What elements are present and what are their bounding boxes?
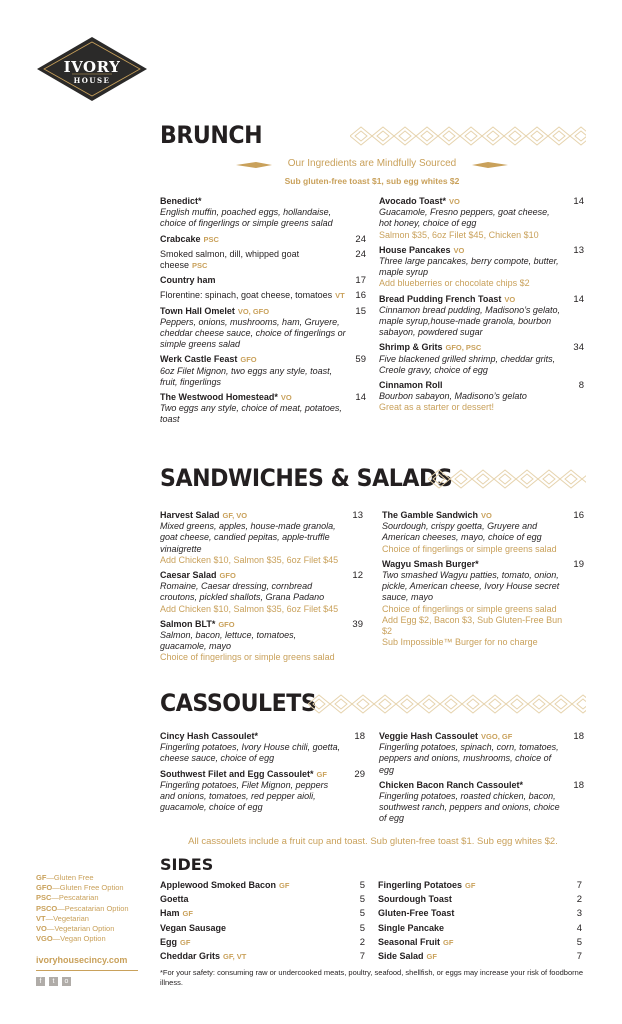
legend-code: VO — [36, 924, 47, 934]
dietary-tag: VO, GFO — [237, 306, 270, 316]
menu-item-price: 14 — [355, 392, 366, 404]
menu-item-description: Cinnamon bread pudding, Madisono’s gelato, maple syrup,house-made granola, bourbon sabayon, powdered sugar — [379, 304, 560, 338]
ivory-house-logo — [36, 36, 148, 102]
pattern-decoration-icon — [350, 125, 586, 147]
side-item — [378, 923, 582, 937]
cassoulets-right-column — [379, 731, 584, 829]
side-item-price: 5 — [359, 894, 365, 906]
menu-item — [160, 570, 363, 615]
menu-item-description: 6oz Filet Mignon, two eggs any style, toast, fruit, fingerlings — [160, 365, 333, 387]
side-item-name: Seasonal Fruit — [378, 936, 441, 947]
dietary-tag: GF — [182, 909, 193, 919]
legend-code: GF — [36, 873, 47, 882]
menu-item-name: Chicken Bacon Ranch Cassoulet* — [379, 779, 524, 790]
menu-item-price: 19 — [573, 558, 584, 570]
legend-label: —Pescatarian — [51, 893, 99, 903]
menu-item-name: Werk Castle Feast — [160, 354, 238, 365]
side-item-name: Cheddar Grits — [160, 950, 221, 961]
menu-item-name: Benedict* — [160, 196, 202, 206]
menu-item-addon: Choice of fingerlings or simple greens salad Add Egg $2, Bacon $3, Sub Gluten-Free Bun $2 Sub Impossible™ Burger for no charge — [382, 603, 563, 648]
menu-item — [160, 510, 363, 566]
dietary-tag: GFO — [218, 619, 235, 629]
menu-item-name: Crabcake — [160, 233, 201, 244]
menu-item-price: 12 — [352, 570, 363, 582]
side-item — [378, 908, 582, 922]
menu-item-name: Country ham — [160, 275, 216, 286]
side-item — [160, 908, 365, 922]
menu-item-price: 24 — [355, 248, 366, 260]
menu-item — [160, 354, 366, 388]
website-link[interactable]: ivoryhousecincy.com — [36, 955, 128, 965]
legend-code: VGO — [36, 934, 53, 944]
menu-item-description: Mixed greens, apples, house-made granola, goat cheese, candied pepitas, apple-truffle vinaigrette — [160, 521, 336, 554]
menu-item-name: Avocado Toast* — [379, 196, 447, 206]
ingredients-banner — [236, 158, 508, 172]
menu-item — [160, 392, 366, 426]
sandwiches-right-column — [382, 510, 584, 652]
side-item-name: Egg — [160, 936, 177, 947]
menu-item-description: Fingerling potatoes, roasted chicken, bacon, southwest ranch, peppers and onions, choice of egg — [379, 791, 560, 824]
dietary-tag: GFO — [240, 355, 257, 365]
menu-item-name: Salmon BLT* — [160, 618, 216, 629]
sides-right-column — [378, 880, 582, 965]
food-safety-disclaimer: *For your safety: consuming raw or undercooked meats, poultry, seafood, shellfish, or eggs may increase your risk of foodborne illness. — [160, 968, 583, 987]
menu-item — [160, 234, 366, 245]
menu-item-description: Two eggs any style, choice of meat, potatoes, toast — [160, 403, 342, 425]
menu-item — [379, 196, 584, 241]
side-item-name: Fingerling Potatoes — [378, 880, 463, 890]
menu-item-addon: Add blueberries or chocolate chips $2 — [379, 278, 530, 289]
menu-item-price: 17 — [355, 275, 366, 287]
menu-item-name: Wagyu Smash Burger* — [382, 558, 479, 569]
dietary-tag: VT — [335, 291, 345, 301]
menu-item-addon: Salmon $35, 6oz Filet $45, Chicken $10 — [379, 229, 539, 240]
legend-label: —Pescatarian Option — [57, 903, 129, 913]
menu-item — [160, 306, 366, 351]
dietary-tag: VO — [449, 197, 460, 206]
menu-item — [160, 275, 366, 286]
brunch-left-column — [160, 196, 366, 430]
menu-item-price: 29 — [354, 768, 365, 780]
facebook-icon[interactable]: f — [36, 977, 45, 986]
side-item-name: Vegan Sausage — [160, 922, 227, 933]
menu-item-name: Shrimp & Grits — [379, 342, 443, 353]
side-item-name: Applewood Smoked Bacon — [160, 880, 277, 890]
menu-item — [379, 731, 584, 776]
menu-item — [160, 769, 365, 814]
menu-item-description: Romaine, Caesar dressing, cornbread croutons, pickled shallots, Grana Padano — [160, 581, 325, 603]
menu-item-price: 15 — [355, 305, 366, 317]
menu-item-name: Bread Pudding French Toast — [379, 293, 502, 304]
menu-item-description: Five blackened grilled shrimp, cheddar grits, Creole gravy, choice of egg — [379, 353, 556, 375]
side-item-name: Side Salad — [378, 950, 424, 961]
dietary-tag: GF — [465, 881, 476, 890]
menu-item-name: Harvest Salad — [160, 510, 220, 520]
legend-code: PSC — [36, 893, 52, 903]
menu-item-price: 18 — [573, 731, 584, 742]
dietary-tag: GF — [180, 937, 191, 947]
menu-item-description: Salmon, bacon, lettuce, tomatoes, guacamole, mayo — [160, 630, 297, 652]
menu-item-price: 16 — [355, 290, 366, 302]
sandwiches-header — [160, 464, 586, 494]
side-item-name: Gluten-Free Toast — [378, 908, 455, 919]
legend-label: —Vegetarian — [45, 913, 89, 923]
menu-item — [160, 619, 363, 664]
menu-item-price: 18 — [573, 779, 584, 791]
side-item-name: Single Pancake — [378, 922, 445, 933]
menu-item-name: Cincy Hash Cassoulet* — [160, 731, 259, 741]
legend-entry — [36, 914, 148, 924]
legend-entry — [36, 893, 148, 903]
menu-item — [160, 249, 366, 271]
side-item-name: Sourdough Toast — [378, 894, 452, 905]
menu-item — [160, 196, 366, 230]
menu-item-description: Fingerling potatoes, Ivory House chili, goetta, cheese sauce, choice of egg — [160, 742, 341, 764]
side-item-price: 4 — [576, 922, 582, 934]
dietary-tag: GF — [279, 881, 290, 890]
menu-item-description: Bourbon sabayon, Madisono’s gelato — [379, 391, 527, 402]
logo-text: IVORY — [63, 58, 121, 76]
menu-item-name: Town Hall Omelet — [160, 305, 235, 316]
menu-item-description: Three large pancakes, berry compote, butter, maple syrup — [379, 256, 559, 278]
dietary-tag: VGO, GF — [481, 732, 513, 741]
legend-label: —Vegan Option — [52, 934, 106, 944]
dietary-tag: GFO, PSC — [445, 343, 482, 353]
dietary-tag: VO — [453, 245, 465, 255]
menu-item-addon: Choice of fingerlings or simple greens salad — [160, 652, 335, 663]
menu-item-name: Southwest Filet and Egg Cassoulet* — [160, 768, 314, 779]
side-item-price: 5 — [576, 936, 582, 948]
menu-item-price: 18 — [354, 731, 365, 742]
side-item-price: 3 — [576, 908, 582, 920]
menu-item — [379, 780, 584, 825]
sandwiches-left-column — [160, 510, 363, 668]
menu-item-description: Two smashed Wagyu patties, tomato, onion, pickle, American cheese, Ivory House secret sauce, mayo — [382, 570, 560, 603]
legend-code: GFO — [36, 883, 53, 893]
side-item-name: Goetta — [160, 894, 189, 905]
ingredients-note: Our Ingredients are Mindfully Sourced — [287, 158, 457, 169]
twitter-icon[interactable]: t — [49, 977, 58, 986]
sides-left-column — [160, 880, 365, 965]
side-item — [160, 894, 365, 908]
dietary-legend — [36, 873, 148, 944]
menu-item-name: Smoked salmon, dill, whipped goat cheese — [160, 248, 300, 271]
menu-item-price: 13 — [573, 244, 584, 256]
menu-item — [160, 731, 365, 765]
legend-code: VT — [36, 913, 46, 923]
menu-item — [382, 559, 584, 649]
legend-label: —Vegetarian Option — [46, 924, 115, 934]
side-item-price: 5 — [359, 922, 365, 934]
sandwiches-title: SANDWICHES & SALADS — [160, 464, 453, 492]
side-item — [378, 951, 582, 965]
side-item — [160, 880, 365, 894]
side-item-price: 5 — [359, 908, 365, 920]
social-links — [36, 977, 71, 986]
menu-item-name: The Gamble Sandwich — [382, 510, 479, 520]
menu-item-name: Caesar Salad — [160, 570, 217, 581]
pattern-decoration-icon — [308, 693, 586, 715]
legend-entry — [36, 924, 148, 934]
side-item-price: 2 — [576, 894, 582, 906]
menu-item — [160, 290, 366, 301]
menu-item-price: 16 — [573, 510, 584, 521]
menu-item — [382, 510, 584, 555]
side-item — [160, 937, 365, 951]
pattern-decoration-icon — [428, 468, 586, 490]
dietary-tag: GF, VT — [223, 951, 247, 961]
menu-item-price: 14 — [573, 196, 584, 207]
legend-entry — [36, 873, 148, 883]
menu-item-price: 14 — [573, 293, 584, 305]
dietary-tag: GFO — [219, 571, 236, 581]
menu-item-price: 8 — [578, 380, 584, 392]
dietary-tag: GF, VO — [222, 511, 248, 520]
menu-item-description: Guacamole, Fresno peppers, goat cheese, hot honey, choice of egg — [379, 207, 550, 229]
dietary-tag: PSC — [192, 261, 208, 271]
dietary-tag: GF — [316, 769, 327, 779]
menu-item-price: 34 — [573, 342, 584, 354]
menu-item-price: 24 — [355, 233, 366, 245]
legend-code: PSCO — [36, 903, 58, 913]
brunch-right-column — [379, 196, 584, 418]
dietary-tag: GF — [426, 951, 437, 961]
instagram-icon[interactable]: o — [62, 977, 71, 986]
menu-item-name: House Pancakes — [379, 244, 451, 255]
legend-label: —Gluten Free — [46, 873, 94, 882]
menu-item-description: Fingerling potatoes, spinach, corn, tomatoes, peppers and onions, mushrooms, choice of egg — [379, 742, 559, 775]
cassoulets-note: All cassoulets include a fruit cup and toast. Sub gluten-free toast $1. Sub egg whites $2. — [188, 836, 558, 847]
side-item-price: 5 — [359, 880, 365, 891]
logo-subtext: HOUSE — [73, 76, 111, 85]
dietary-tag: VO — [280, 393, 292, 403]
side-item — [378, 937, 582, 951]
menu-item-name: Florentine: spinach, goat cheese, tomatoes — [160, 290, 333, 301]
menu-item-addon: Choice of fingerlings or simple greens salad — [382, 543, 557, 554]
menu-item-description: Fingerling potatoes, Filet Mignon, peppers and onions, tomatoes, red pepper aioli, guacamole, choice of egg — [160, 779, 329, 813]
cassoulets-title: CASSOULETS — [160, 689, 317, 717]
menu-item-name: Cinnamon Roll — [379, 380, 443, 391]
side-item-price: 7 — [576, 950, 582, 962]
dietary-tag: GF — [443, 937, 454, 947]
side-item-price: 2 — [359, 936, 365, 948]
legend-entry — [36, 904, 148, 914]
menu-item-price: 39 — [352, 618, 363, 630]
menu-item-name: The Westwood Homestead* — [160, 392, 278, 403]
side-item-price: 7 — [359, 950, 365, 962]
cassoulets-header — [160, 689, 586, 719]
divider — [36, 970, 138, 971]
menu-item — [379, 245, 584, 290]
menu-item — [379, 342, 584, 376]
cassoulets-left-column — [160, 731, 365, 817]
menu-item-description: English muffin, poached eggs, hollandaise, choice of fingerlings or simple greens salad — [160, 207, 333, 229]
side-item — [160, 951, 365, 965]
side-item-price: 7 — [576, 880, 582, 891]
brunch-substitution-note: Sub gluten-free toast $1, sub egg whites $2 — [284, 176, 460, 186]
dietary-tag: VO — [504, 294, 516, 304]
legend-label: —Gluten Free Option — [52, 883, 124, 893]
legend-entry — [36, 934, 148, 944]
menu-item-addon: Add Chicken $10, Salmon $35, 6oz Filet $45 — [160, 554, 339, 565]
menu-item-price: 59 — [355, 354, 366, 366]
menu-item — [379, 294, 584, 339]
dietary-tag: PSC — [203, 234, 219, 244]
menu-item-price: 13 — [352, 510, 363, 521]
menu-item-addon: Great as a starter or dessert! — [379, 402, 495, 413]
menu-item-name: Veggie Hash Cassoulet — [379, 731, 479, 741]
legend-entry — [36, 883, 148, 893]
brunch-header — [160, 121, 586, 151]
menu-item-description: Peppers, onions, mushrooms, ham, Gruyere, cheddar cheese sauce, choice of fingerlings or simple greens salad — [160, 316, 346, 350]
menu-item-addon: Add Chicken $10, Salmon $35, 6oz Filet $45 — [160, 603, 339, 614]
dietary-tag: VO — [481, 511, 492, 520]
side-item — [378, 894, 582, 908]
side-item-name: Ham — [160, 908, 180, 919]
menu-item-description: Sourdough, crispy goetta, Gruyere and American cheeses, mayo, choice of egg — [382, 521, 542, 543]
side-item — [160, 923, 365, 937]
menu-item — [379, 380, 584, 414]
side-item — [378, 880, 582, 894]
brunch-title: BRUNCH — [160, 121, 263, 149]
sides-title: SIDES — [160, 855, 214, 874]
